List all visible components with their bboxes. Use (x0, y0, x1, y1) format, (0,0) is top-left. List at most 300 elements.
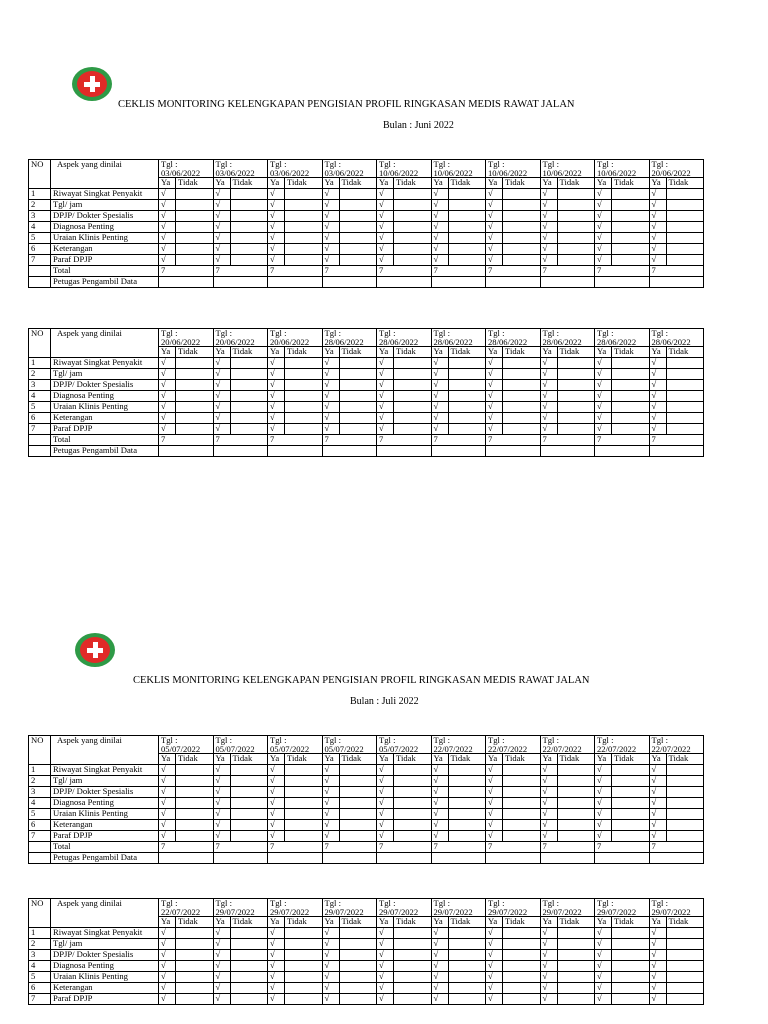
signature-cell[interactable] (159, 853, 214, 864)
tidak-cell (448, 391, 486, 402)
header-aspek: Aspek yang dinilai (51, 329, 159, 358)
signature-cell[interactable] (159, 277, 214, 288)
ya-checkmark: √ (322, 189, 339, 200)
aspect-label: Paraf DPJP (51, 831, 159, 842)
table-row (29, 369, 704, 380)
ya-header: Ya (322, 754, 339, 765)
ya-checkmark: √ (486, 358, 503, 369)
ya-checkmark: √ (268, 211, 285, 222)
ya-checkmark: √ (540, 972, 557, 983)
ya-checkmark: √ (595, 798, 612, 809)
tidak-cell (612, 809, 650, 820)
ya-header: Ya (431, 347, 448, 358)
tidak-header: Tidak (394, 754, 432, 765)
tidak-header: Tidak (448, 347, 486, 358)
tidak-cell (394, 939, 432, 950)
tidak-cell (339, 189, 377, 200)
row-number: 5 (29, 402, 51, 413)
tidak-cell (394, 787, 432, 798)
ya-checkmark: √ (486, 994, 503, 1005)
ya-checkmark: √ (486, 211, 503, 222)
ya-checkmark: √ (213, 222, 230, 233)
month-label: Bulan : Juni 2022 (383, 120, 454, 131)
ya-checkmark: √ (213, 391, 230, 402)
row-number: 6 (29, 413, 51, 424)
tidak-header: Tidak (448, 178, 486, 189)
tidak-cell (503, 961, 541, 972)
tidak-cell (285, 809, 323, 820)
tidak-header: Tidak (339, 754, 377, 765)
signature-cell[interactable] (431, 446, 486, 457)
tidak-cell (557, 402, 595, 413)
ya-checkmark: √ (377, 798, 394, 809)
tidak-cell (503, 402, 541, 413)
tidak-cell (230, 776, 268, 787)
signature-cell[interactable] (213, 853, 268, 864)
petugas-row (29, 446, 704, 457)
ya-checkmark: √ (377, 211, 394, 222)
signature-cell[interactable] (649, 277, 704, 288)
total-row (29, 266, 704, 277)
tidak-header: Tidak (666, 917, 704, 928)
ya-checkmark: √ (431, 776, 448, 787)
ya-checkmark: √ (268, 983, 285, 994)
date-header: Tgl : 28/06/2022 (377, 329, 432, 347)
aspect-label: Diagnosa Penting (51, 798, 159, 809)
tidak-cell (339, 961, 377, 972)
tidak-cell (394, 983, 432, 994)
tidak-cell (285, 358, 323, 369)
signature-cell[interactable] (268, 853, 323, 864)
aspect-label: Keterangan (51, 413, 159, 424)
ya-checkmark: √ (649, 391, 666, 402)
aspect-label: Paraf DPJP (51, 994, 159, 1005)
tidak-cell (230, 831, 268, 842)
tidak-cell (666, 380, 704, 391)
tidak-cell (557, 776, 595, 787)
aspect-label: Keterangan (51, 983, 159, 994)
signature-cell[interactable] (213, 277, 268, 288)
ya-checkmark: √ (431, 369, 448, 380)
row-number: 6 (29, 820, 51, 831)
petugas-label: Petugas Pengambil Data (51, 446, 159, 457)
signature-cell[interactable] (540, 277, 595, 288)
aspect-label: DPJP/ Dokter Spesialis (51, 950, 159, 961)
tidak-cell (339, 391, 377, 402)
ya-checkmark: √ (431, 831, 448, 842)
tidak-cell (503, 424, 541, 435)
tidak-cell (176, 413, 214, 424)
ya-checkmark: √ (377, 972, 394, 983)
tidak-cell (503, 983, 541, 994)
ya-checkmark: √ (649, 961, 666, 972)
tidak-cell (666, 765, 704, 776)
tidak-header: Tidak (285, 347, 323, 358)
tidak-header: Tidak (176, 917, 214, 928)
ya-checkmark: √ (540, 255, 557, 266)
ya-checkmark: √ (486, 222, 503, 233)
ya-checkmark: √ (268, 950, 285, 961)
ya-checkmark: √ (268, 244, 285, 255)
header-no: NO (29, 160, 51, 189)
signature-cell[interactable] (595, 277, 650, 288)
ya-checkmark: √ (213, 211, 230, 222)
tidak-cell (176, 994, 214, 1005)
empty-cell (29, 842, 51, 853)
tidak-cell (448, 961, 486, 972)
tidak-cell (339, 413, 377, 424)
ya-checkmark: √ (486, 939, 503, 950)
date-header: Tgl : 29/07/2022 (595, 899, 650, 917)
ya-checkmark: √ (649, 928, 666, 939)
row-number: 3 (29, 787, 51, 798)
ya-checkmark: √ (377, 413, 394, 424)
tidak-cell (285, 424, 323, 435)
tidak-cell (230, 961, 268, 972)
tidak-cell (503, 233, 541, 244)
signature-cell[interactable] (649, 853, 704, 864)
tidak-cell (503, 809, 541, 820)
header-no: NO (29, 899, 51, 928)
table-row (29, 380, 704, 391)
table-row (29, 994, 704, 1005)
ya-checkmark: √ (159, 358, 176, 369)
tidak-cell (557, 244, 595, 255)
aspect-label: Tgl/ jam (51, 369, 159, 380)
ya-checkmark: √ (649, 358, 666, 369)
empty-cell (29, 266, 51, 277)
tidak-cell (503, 413, 541, 424)
date-header: Tgl : 22/07/2022 (649, 736, 704, 754)
ya-checkmark: √ (486, 424, 503, 435)
tidak-cell (503, 358, 541, 369)
ya-checkmark: √ (486, 244, 503, 255)
ya-checkmark: √ (159, 413, 176, 424)
ya-checkmark: √ (268, 928, 285, 939)
ya-checkmark: √ (540, 189, 557, 200)
ya-checkmark: √ (540, 994, 557, 1005)
ya-checkmark: √ (486, 200, 503, 211)
ya-checkmark: √ (431, 961, 448, 972)
total-value: 7 (213, 266, 268, 277)
tidak-cell (612, 233, 650, 244)
tidak-cell (339, 380, 377, 391)
ya-checkmark: √ (322, 831, 339, 842)
tidak-cell (666, 950, 704, 961)
ya-checkmark: √ (268, 424, 285, 435)
date-header: Tgl : 29/07/2022 (431, 899, 486, 917)
tidak-header: Tidak (612, 754, 650, 765)
ya-checkmark: √ (268, 809, 285, 820)
total-value: 7 (322, 842, 377, 853)
ya-checkmark: √ (159, 222, 176, 233)
ya-header: Ya (322, 917, 339, 928)
ya-checkmark: √ (431, 255, 448, 266)
signature-cell[interactable] (322, 853, 377, 864)
tidak-cell (230, 211, 268, 222)
date-header: Tgl : 10/06/2022 (486, 160, 541, 178)
ya-checkmark: √ (377, 809, 394, 820)
tidak-cell (230, 424, 268, 435)
ya-checkmark: √ (540, 424, 557, 435)
tidak-cell (557, 358, 595, 369)
tidak-cell (176, 950, 214, 961)
tidak-header: Tidak (612, 347, 650, 358)
petugas-label: Petugas Pengambil Data (51, 277, 159, 288)
tidak-cell (339, 831, 377, 842)
tidak-cell (339, 950, 377, 961)
ya-checkmark: √ (213, 255, 230, 266)
ya-header: Ya (595, 754, 612, 765)
tidak-cell (285, 950, 323, 961)
tidak-cell (448, 972, 486, 983)
signature-cell[interactable] (322, 446, 377, 457)
tidak-cell (557, 424, 595, 435)
table-row (29, 950, 704, 961)
ya-checkmark: √ (322, 413, 339, 424)
ya-header: Ya (268, 754, 285, 765)
ya-checkmark: √ (213, 380, 230, 391)
ya-checkmark: √ (377, 939, 394, 950)
tidak-cell (394, 820, 432, 831)
tidak-cell (230, 402, 268, 413)
tidak-cell (339, 776, 377, 787)
row-number: 7 (29, 424, 51, 435)
table-row (29, 402, 704, 413)
ya-checkmark: √ (540, 928, 557, 939)
aspect-label: Tgl/ jam (51, 776, 159, 787)
signature-cell[interactable] (431, 853, 486, 864)
ya-checkmark: √ (486, 776, 503, 787)
aspect-label: DPJP/ Dokter Spesialis (51, 380, 159, 391)
tidak-cell (503, 928, 541, 939)
ya-checkmark: √ (431, 244, 448, 255)
ya-checkmark: √ (213, 776, 230, 787)
tidak-cell (176, 820, 214, 831)
tidak-cell (557, 939, 595, 950)
ya-checkmark: √ (213, 939, 230, 950)
tidak-cell (666, 939, 704, 950)
tidak-cell (666, 413, 704, 424)
ya-checkmark: √ (431, 189, 448, 200)
tidak-cell (285, 189, 323, 200)
ya-checkmark: √ (540, 233, 557, 244)
tidak-header: Tidak (666, 347, 704, 358)
tidak-header: Tidak (285, 917, 323, 928)
ya-checkmark: √ (213, 200, 230, 211)
total-value: 7 (431, 842, 486, 853)
tidak-cell (503, 255, 541, 266)
tidak-cell (394, 358, 432, 369)
ya-checkmark: √ (377, 369, 394, 380)
ya-checkmark: √ (322, 820, 339, 831)
tidak-cell (285, 798, 323, 809)
signature-cell[interactable] (213, 446, 268, 457)
ya-checkmark: √ (540, 831, 557, 842)
ya-checkmark: √ (649, 820, 666, 831)
tidak-header: Tidak (503, 178, 541, 189)
tidak-cell (176, 798, 214, 809)
row-number: 7 (29, 831, 51, 842)
tidak-cell (339, 983, 377, 994)
signature-cell[interactable] (159, 446, 214, 457)
tidak-cell (503, 787, 541, 798)
tidak-cell (666, 928, 704, 939)
tidak-cell (448, 244, 486, 255)
tidak-cell (394, 413, 432, 424)
tidak-cell (285, 928, 323, 939)
total-value: 7 (486, 842, 541, 853)
ya-checkmark: √ (213, 928, 230, 939)
table-row (29, 233, 704, 244)
tidak-cell (448, 983, 486, 994)
table-row (29, 820, 704, 831)
ya-checkmark: √ (159, 189, 176, 200)
signature-cell[interactable] (322, 277, 377, 288)
ya-header: Ya (540, 917, 557, 928)
signature-cell[interactable] (377, 853, 432, 864)
ya-checkmark: √ (486, 787, 503, 798)
ya-checkmark: √ (322, 358, 339, 369)
ya-header: Ya (268, 347, 285, 358)
tidak-header: Tidak (394, 917, 432, 928)
signature-cell[interactable] (649, 446, 704, 457)
tidak-cell (176, 961, 214, 972)
ya-checkmark: √ (431, 424, 448, 435)
signature-cell[interactable] (595, 446, 650, 457)
ya-checkmark: √ (377, 391, 394, 402)
signature-cell[interactable] (540, 446, 595, 457)
tidak-cell (176, 358, 214, 369)
ya-checkmark: √ (595, 189, 612, 200)
ya-checkmark: √ (159, 820, 176, 831)
signature-cell[interactable] (268, 446, 323, 457)
ya-checkmark: √ (431, 233, 448, 244)
tidak-header: Tidak (557, 754, 595, 765)
checklist-table (28, 159, 704, 288)
ya-checkmark: √ (159, 776, 176, 787)
ya-checkmark: √ (595, 961, 612, 972)
tidak-cell (666, 776, 704, 787)
signature-cell[interactable] (486, 277, 541, 288)
signature-cell[interactable] (377, 446, 432, 457)
tidak-cell (394, 222, 432, 233)
tidak-cell (448, 380, 486, 391)
tidak-cell (394, 994, 432, 1005)
tidak-cell (666, 222, 704, 233)
tidak-cell (176, 244, 214, 255)
signature-cell[interactable] (268, 277, 323, 288)
ya-header: Ya (486, 754, 503, 765)
tidak-cell (285, 765, 323, 776)
signature-cell[interactable] (540, 853, 595, 864)
petugas-label: Petugas Pengambil Data (51, 853, 159, 864)
ya-checkmark: √ (322, 787, 339, 798)
date-header: Tgl : 10/06/2022 (595, 160, 650, 178)
ya-checkmark: √ (540, 413, 557, 424)
ya-header: Ya (268, 917, 285, 928)
ya-checkmark: √ (268, 939, 285, 950)
date-header: Tgl : 29/07/2022 (213, 899, 268, 917)
tidak-cell (448, 765, 486, 776)
date-header: Tgl : 22/07/2022 (540, 736, 595, 754)
aspect-label: Keterangan (51, 820, 159, 831)
empty-cell (29, 277, 51, 288)
tidak-cell (448, 233, 486, 244)
table-row (29, 222, 704, 233)
aspect-label: DPJP/ Dokter Spesialis (51, 211, 159, 222)
signature-cell[interactable] (431, 277, 486, 288)
ya-checkmark: √ (649, 369, 666, 380)
ya-checkmark: √ (377, 380, 394, 391)
ya-checkmark: √ (322, 369, 339, 380)
tidak-cell (285, 831, 323, 842)
ya-checkmark: √ (268, 765, 285, 776)
ya-checkmark: √ (595, 391, 612, 402)
tidak-cell (285, 994, 323, 1005)
tidak-cell (612, 787, 650, 798)
signature-cell[interactable] (595, 853, 650, 864)
ya-header: Ya (322, 178, 339, 189)
ya-checkmark: √ (595, 820, 612, 831)
ya-checkmark: √ (649, 380, 666, 391)
ya-checkmark: √ (649, 831, 666, 842)
ya-checkmark: √ (649, 809, 666, 820)
ya-checkmark: √ (213, 820, 230, 831)
tidak-cell (285, 200, 323, 211)
tidak-cell (394, 255, 432, 266)
header-row (29, 736, 704, 754)
tidak-cell (448, 798, 486, 809)
ya-checkmark: √ (377, 820, 394, 831)
date-header: Tgl : 22/07/2022 (159, 899, 214, 917)
date-header: Tgl : 28/06/2022 (595, 329, 650, 347)
tidak-cell (339, 972, 377, 983)
tidak-cell (666, 831, 704, 842)
ya-checkmark: √ (540, 961, 557, 972)
ya-checkmark: √ (322, 765, 339, 776)
signature-cell[interactable] (377, 277, 432, 288)
ya-checkmark: √ (486, 983, 503, 994)
date-header: Tgl : 10/06/2022 (431, 160, 486, 178)
tidak-cell (666, 424, 704, 435)
ya-checkmark: √ (268, 233, 285, 244)
tidak-cell (176, 211, 214, 222)
ya-checkmark: √ (159, 983, 176, 994)
ya-header: Ya (431, 917, 448, 928)
ya-checkmark: √ (431, 939, 448, 950)
tidak-cell (503, 776, 541, 787)
signature-cell[interactable] (486, 446, 541, 457)
header-no: NO (29, 736, 51, 765)
total-label: Total (51, 266, 159, 277)
ya-checkmark: √ (268, 358, 285, 369)
ya-checkmark: √ (159, 424, 176, 435)
tidak-cell (448, 776, 486, 787)
tidak-cell (339, 369, 377, 380)
ya-checkmark: √ (268, 820, 285, 831)
total-value: 7 (159, 842, 214, 853)
tidak-cell (557, 369, 595, 380)
tidak-cell (285, 820, 323, 831)
ya-checkmark: √ (213, 244, 230, 255)
ya-checkmark: √ (159, 765, 176, 776)
tidak-cell (394, 402, 432, 413)
date-header: Tgl : 28/06/2022 (486, 329, 541, 347)
total-value: 7 (159, 435, 214, 446)
ya-checkmark: √ (486, 950, 503, 961)
signature-cell[interactable] (486, 853, 541, 864)
